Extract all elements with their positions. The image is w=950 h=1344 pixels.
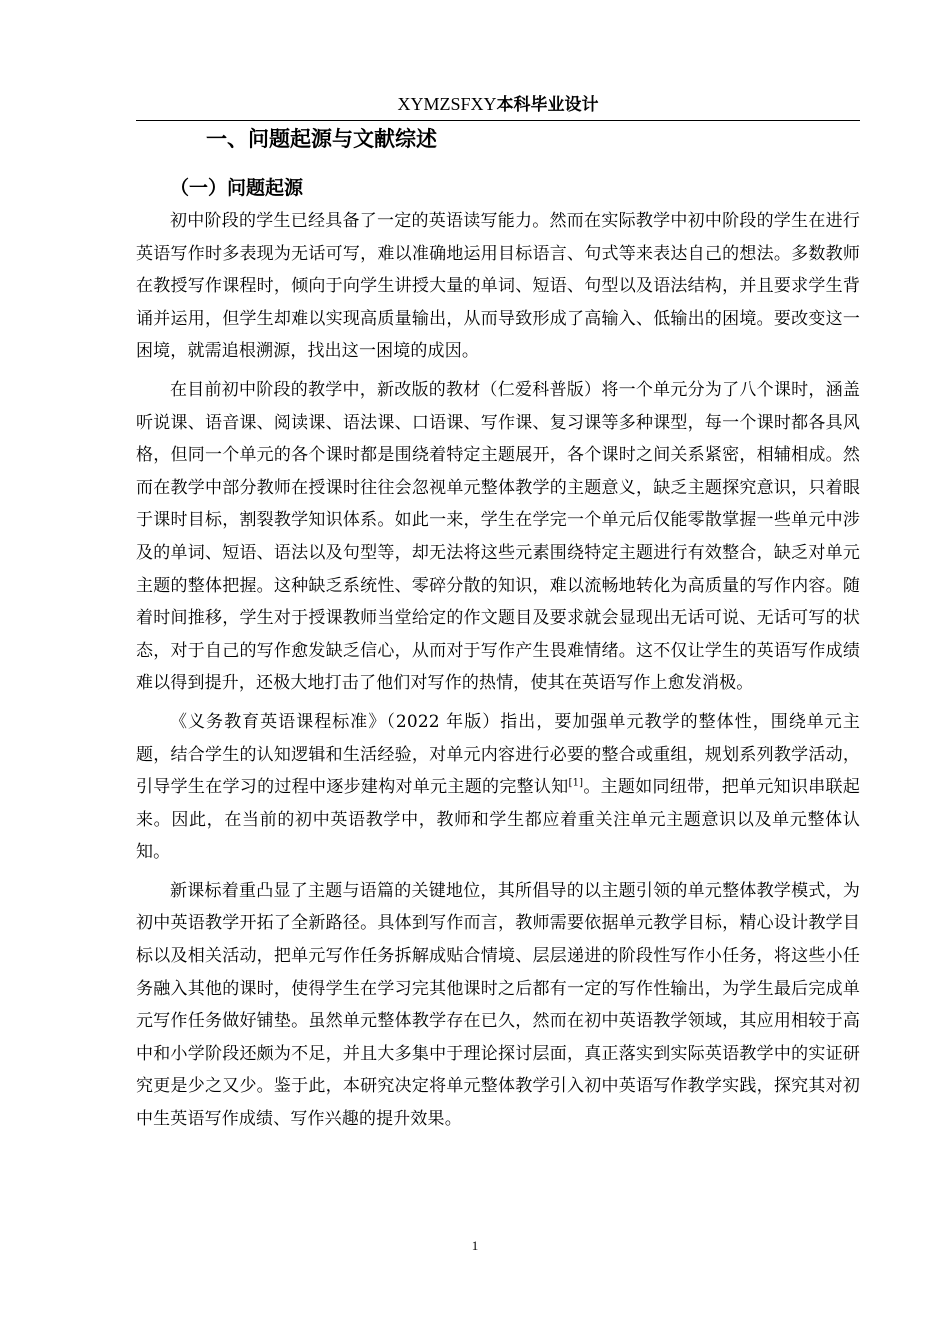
paragraph-2: 在目前初中阶段的教学中，新改版的教材（仁爱科普版）将一个单元分为了八个课时，涵盖听说课、语音课、阅读课、语法课、口语课、写作课、复习课等多种课型，每一个课时都各具风格，但同一个单元的各个课时都是围绕着特定主题展开，各个课时之间关系紧密，相辅相成。然而在教学中部分教师在授课时往往会忽视单元整体教学的主题意义，缺乏主题探究意识，只着眼于课时目标，割裂教学知识体系。如此一来，学生在学完一个单元后仅能零散掌握一些单元中涉及的单词、短语、语法以及句型等，却无法将这些元素围绕特定主题进行有效整合，缺乏对单元主题的整体把握。这种缺乏系统性、零碎分散的知识，难以流畅地转化为高质量的写作内容。随着时间推移，学生对于授课教师当堂给定的作文题目及要求就会显现出无话可说、无话可写的状态，对于自己的写作愈发缺乏信心，从而对于写作产生畏难情绪。这不仅让学生的英语写作成绩难以得到提升，还极大地打击了他们对写作的热情，使其在英语写作上愈发消极。: [136, 379, 860, 694]
section-title: 一、问题起源与文献综述: [206, 127, 437, 151]
header-school-code: XYMZSFXY: [397, 94, 497, 114]
paragraph-1: 初中阶段的学生已经具备了一定的英语读写能力。然而在实际教学中初中阶段的学生在进行英语写作时多表现为无话可写，难以准确地运用目标语言、句式等来表达自己的想法。多数教师在教授写作课程时，倾向于向学生讲授大量的单词、短语、句型以及语法结构，并且要求学生背诵并运用，但学生却难以实现高质量输出，从而导致形成了高输入、低输出的困境。要改变这一困境，就需追根溯源，找出这一困境的成因。: [136, 211, 860, 362]
page-number: 1: [471, 1238, 479, 1253]
body-text: [136, 205, 860, 1142]
paragraph-4: 新课标着重凸显了主题与语篇的关键地位，其所倡导的以主题引领的单元整体教学模式，为初中英语教学开拓了全新路径。具体到写作而言，教师需要依据单元教学目标，精心设计教学目标以及相关活动，把单元写作任务拆解成贴合情境、层层递进的阶段性写作小任务，将这些小任务融入其他的课时，使得学生在学习完其他课时之后都有一定的写作性输出，为学生最后完成单元写作任务做好铺垫。虽然单元整体教学存在已久，然而在初中英语教学领域，其应用相较于高中和小学阶段还颇为不足，并且大多集中于理论探讨层面，真正落实到实际英语教学中的实证研究更是少之又少。鉴于此，本研究决定将单元整体教学引入初中英语写作教学实践，探究其对初中生英语写作成绩、写作兴趣的提升效果。: [136, 880, 860, 1130]
citation-ref[interactable]: [1]: [568, 777, 584, 789]
paragraph-3-text: 《义务教育英语课程标准》（2022 年版）指出，要加强单元教学的整体性，围绕单元主题，结合学生的认知逻辑和生活经验，对单元内容进行必要的整合或重组，规划系列教学活动，引导学生在学习的过程中逐步建构对单元主题的完整认知: [136, 711, 860, 798]
header-doc-type: 本科毕业设计: [496, 95, 599, 115]
paragraph-3-tail: 。主题如同纽带，把单元知识串联起来。因此，在当前的初中英语教学中，教师和学生都应着重关注单元主题意识以及单元整体认知。: [136, 777, 860, 863]
paragraph-3: [136, 706, 860, 869]
page-header: [136, 90, 860, 121]
subsection-title: （一）问题起源: [170, 177, 304, 199]
